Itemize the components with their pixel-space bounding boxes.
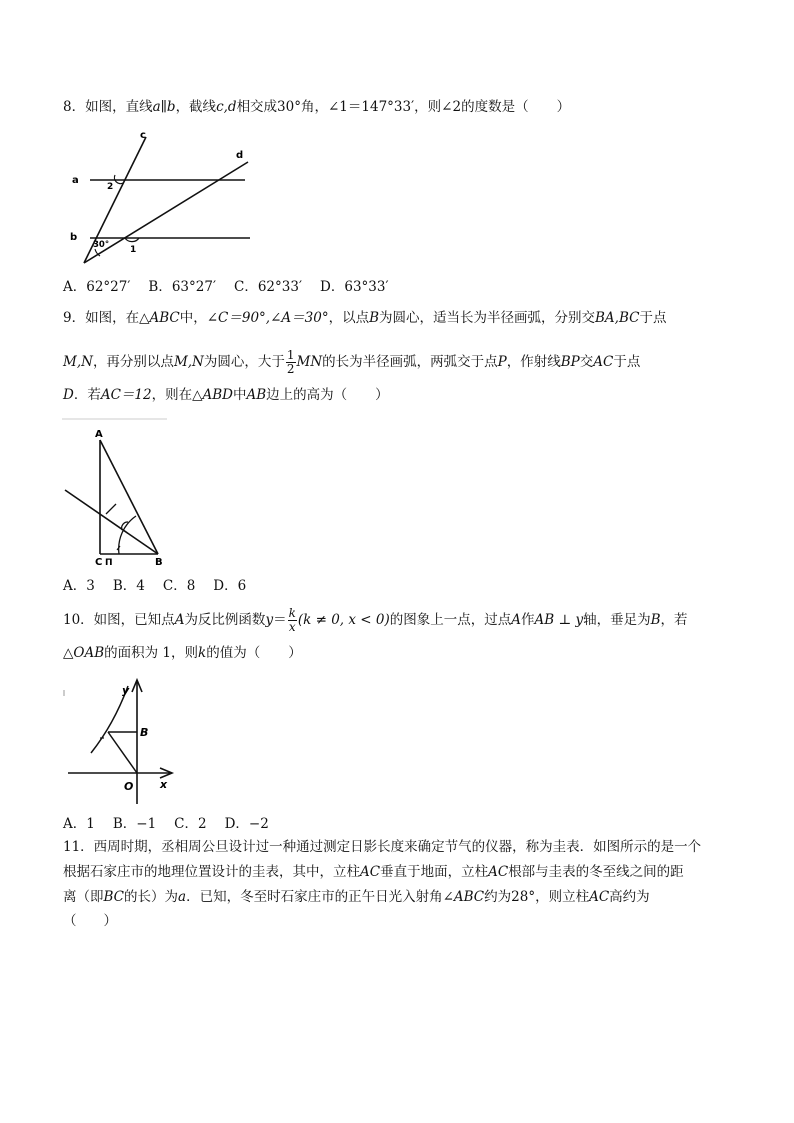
q10-figure: [62, 676, 187, 811]
label-c: c: [140, 130, 146, 141]
label-1: 1: [130, 245, 137, 255]
segment-ao: [108, 732, 137, 773]
q9-line-1: 9．如图，在△ABC中，∠C＝90°,∠A＝30°，以点B为圆心，适当长为半径画弧，分别交BA,BC于点: [63, 310, 667, 326]
label-30: 30°: [93, 240, 110, 250]
q11-line-2: 根据石家庄市的地理位置设计的圭表，其中，立柱AC垂直于地面，立柱AC根部与圭表的冬至线之间的距: [63, 864, 684, 880]
fraction-half: $\frac{1}{2}$: [286, 348, 295, 376]
label-2: 2: [107, 182, 114, 192]
fraction-k-over-x: $\frac{k}{x}$: [288, 606, 296, 634]
q11-line-1: 11．西周时期，丞相周公旦设计过一种通过测定日影长度来确定节气的仪器，称为圭表．如图所示的是一个: [63, 839, 702, 855]
q9-option-d[interactable]: D．6: [213, 578, 247, 594]
q8-option-b[interactable]: B．63°27′: [148, 279, 217, 295]
q10-option-d[interactable]: D．−2: [224, 816, 269, 832]
q9-figure: [62, 418, 182, 568]
q9-option-a[interactable]: A．3: [63, 578, 95, 594]
q9-option-c[interactable]: C．8: [162, 578, 196, 594]
q11-line-4: （ ）: [63, 913, 117, 929]
ray-bp: [65, 490, 158, 554]
q10-line-1: 10．如图，已知点A为反比例函数y＝ $\frac{k}{x}$ (k ≠ 0, x < 0)的图象上一点，过点A作AB ⊥ y轴，垂足为B，若: [63, 606, 688, 634]
q10-option-c[interactable]: C．2: [174, 816, 207, 832]
label-d: d: [236, 150, 244, 161]
q9-option-b[interactable]: B．4: [112, 578, 145, 594]
q9-line-2: M,N，再分别以点M,N为圆心，大于 $\frac{1}{2}$ MN的长为半径画弧，两弧交于点P，作射线BP交AC于点: [63, 348, 641, 376]
svg-text:П: П: [105, 558, 113, 568]
q10-line-2: △OAB的面积为 1，则k的值为（ ）: [63, 645, 302, 661]
arc-mark-2: [106, 504, 116, 514]
q11-line-3: 离（即BC的长）为a．已知，冬至时石家庄市的正午日光入射角∠ABC约为28°，则立柱AC高约为: [63, 889, 650, 905]
q10-option-b[interactable]: B．−1: [112, 816, 157, 832]
label-y: y: [122, 684, 130, 697]
q10-options: [63, 814, 287, 834]
q8-figure: [62, 125, 262, 270]
label-A: A: [95, 429, 103, 440]
label-O: O: [124, 780, 134, 793]
q8-stem: 8．如图，直线a∥b，截线c,d相交成30°角，∠1＝147°33′，则∠2的度数是（ ）: [63, 99, 571, 115]
label-x: x: [160, 778, 168, 791]
side-ab: [100, 440, 158, 554]
q9-line-3: D．若AC＝12，则在△ABD中AB边上的高为（ ）: [63, 387, 389, 403]
q8-options: [63, 277, 407, 297]
q8-option-a[interactable]: A．62°27′: [63, 279, 131, 295]
label-a: a: [72, 175, 79, 186]
label-B: B: [155, 557, 163, 568]
q8-option-c[interactable]: C．62°33′: [234, 279, 303, 295]
q9-options: [63, 576, 264, 596]
q8-option-d[interactable]: D．63°33′: [320, 279, 389, 295]
label-b: b: [70, 232, 78, 243]
q10-option-a[interactable]: A．1: [63, 816, 95, 832]
label-B: B: [140, 726, 149, 739]
label-C: C: [95, 557, 103, 568]
